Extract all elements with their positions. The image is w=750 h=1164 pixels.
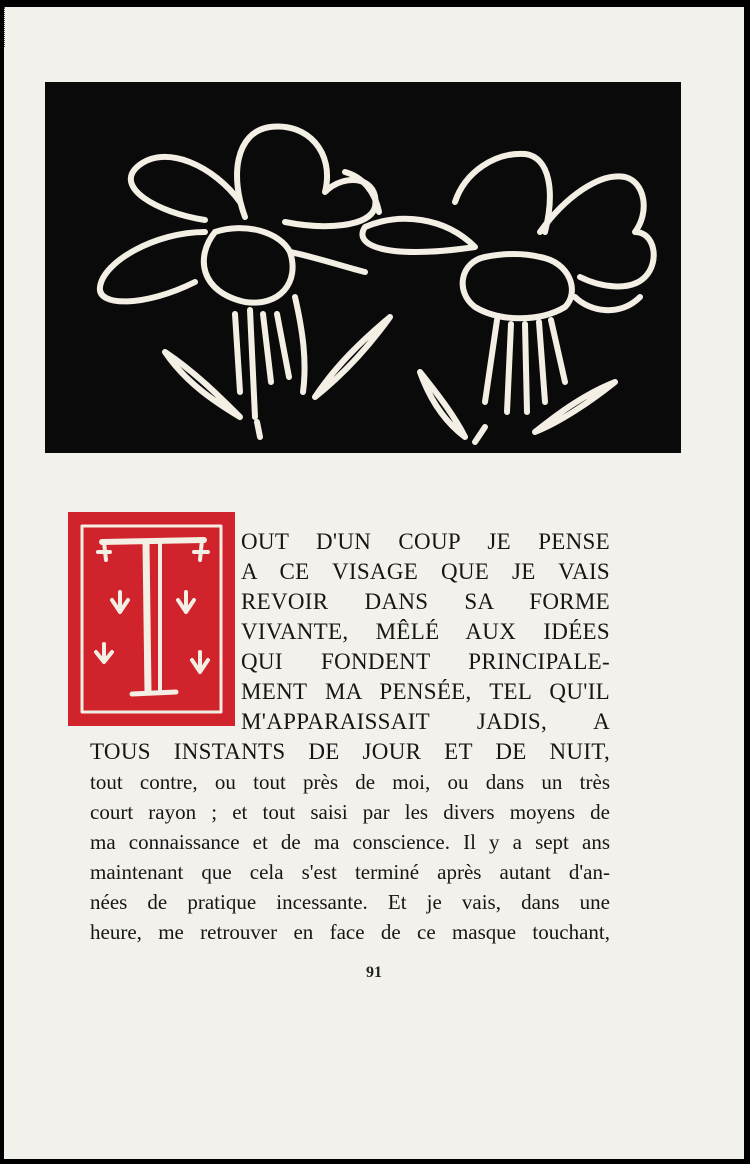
text-line: A CE VISAGE QUE JE VAIS [241,559,610,584]
text-line: heure, me retrouver en face de ce masque touchant, [90,920,610,944]
two-flowers-linocut-icon [45,82,681,453]
book-page [4,7,744,1159]
text-line: tout contre, ou tout près de moi, ou dans un très [90,770,610,794]
text-line: ma connaissance et de ma conscience. Il y a sept ans [90,830,610,854]
text-line: REVOIR DANS SA FORME [241,589,610,614]
text-line: VIVANTE, MÊLÉ AUX IDÉES [241,619,610,644]
flower-linocut-illustration [45,82,681,453]
page-edge-marks [4,7,8,47]
page-number: 91 [366,964,382,981]
text-line: nées de pratique incessante. Et je vais, dans une [90,890,610,914]
text-line: maintenant que cela s'est terminé après autant d'an- [90,860,610,884]
text-line: QUI FONDENT PRINCIPALE- [241,649,610,674]
paragraph-text [90,527,610,947]
text-line: court rayon ; et tout saisi par les divers moyens de [90,800,610,824]
text-line: TOUS INSTANTS DE JOUR ET DE NUIT, [90,739,610,764]
text-line: M'APPARAISSAIT JADIS, A [241,709,610,734]
text-line: MENT MA PENSÉE, TEL QU'IL [241,679,610,704]
text-line: OUT D'UN COUP JE PENSE [241,529,610,554]
